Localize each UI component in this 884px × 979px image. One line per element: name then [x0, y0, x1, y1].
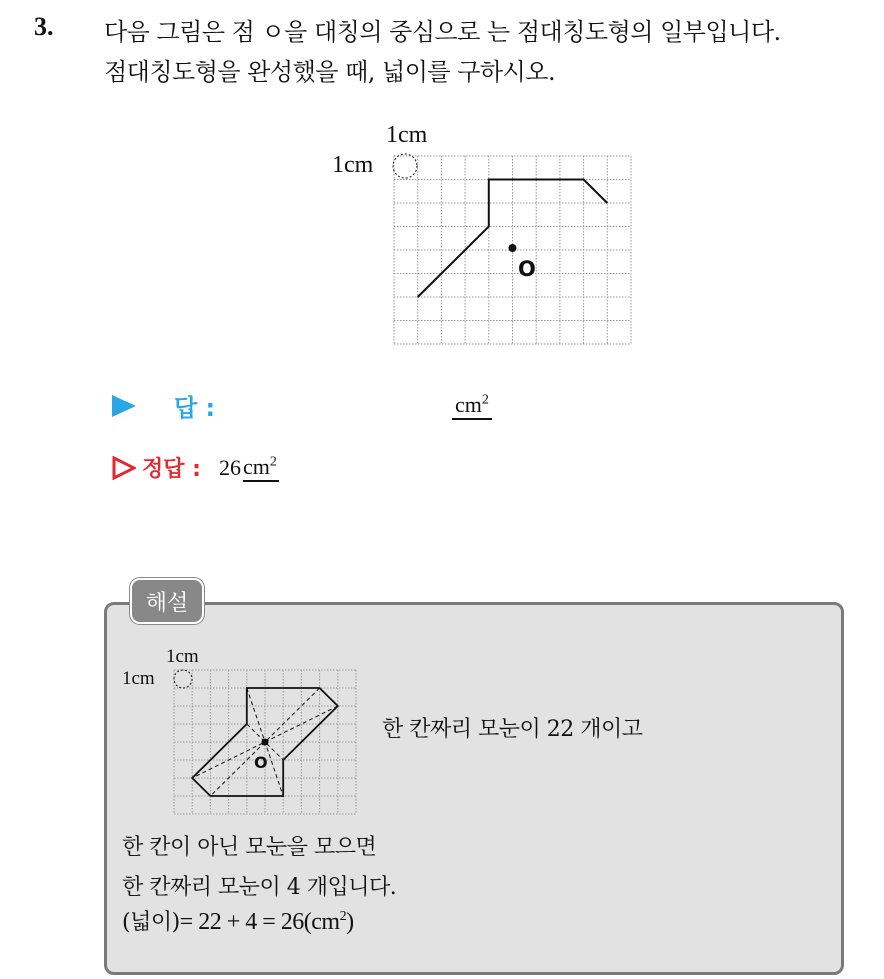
explanation-figure — [118, 640, 368, 820]
explanation-text-1: 한 칸짜리 모눈이 22 개이고 — [382, 717, 643, 742]
correct-value: 26 — [218, 454, 241, 480]
answer-row — [112, 388, 215, 423]
explanation-formula — [122, 905, 354, 936]
explanation-text-2: 한 칸이 아닌 모눈을 모으면 — [122, 835, 377, 860]
answer-unit: cm — [455, 392, 482, 417]
question-number: 3. — [34, 12, 54, 41]
answer-unit-exp: 2 — [481, 392, 489, 408]
question-text-line2: 점대칭도형을 완성했을 때, 넓이를 구하시오. — [104, 58, 556, 86]
correct-unit-exp: 2 — [269, 454, 277, 470]
explanation-text-3: 한 칸짜리 모눈이 4 개입니다. — [122, 875, 397, 900]
correct-label: 정답 : — [142, 457, 201, 482]
exp-unit-corner-marker — [174, 670, 192, 688]
exp-center-label: O — [254, 753, 268, 772]
answer-blank[interactable] — [452, 392, 492, 420]
correct-unit-wrap — [243, 454, 279, 482]
exp-figure-label-left: 1cm — [122, 668, 155, 689]
symmetry-center-dot — [509, 244, 517, 252]
figure-label-left: 1cm — [332, 152, 374, 178]
answer-label: 답 : — [174, 394, 216, 422]
unit-corner-marker — [393, 154, 417, 178]
exp-figure-label-top: 1cm — [166, 646, 199, 667]
correct-answer-row — [112, 452, 279, 483]
formula-korean: (넓이) — [122, 910, 180, 935]
play-triangle-icon — [112, 395, 136, 417]
exp-center-dot — [262, 739, 269, 746]
figure-label-top: 1cm — [386, 122, 428, 148]
explanation-badge: 해설 — [130, 578, 204, 624]
correct-unit: cm — [242, 453, 270, 479]
center-label: O — [518, 257, 536, 281]
formula-body: = 22 + 4 = 26(cm — [179, 909, 340, 935]
outline-triangle-icon — [112, 456, 136, 480]
formula-exp: 2 — [339, 909, 347, 924]
formula-close: ) — [346, 909, 354, 935]
problem-figure — [320, 116, 650, 356]
question-text-line1: 다음 그림은 점 ㅇ을 대칭의 중심으로 는 점대칭도형의 일부입니다. — [104, 18, 781, 46]
